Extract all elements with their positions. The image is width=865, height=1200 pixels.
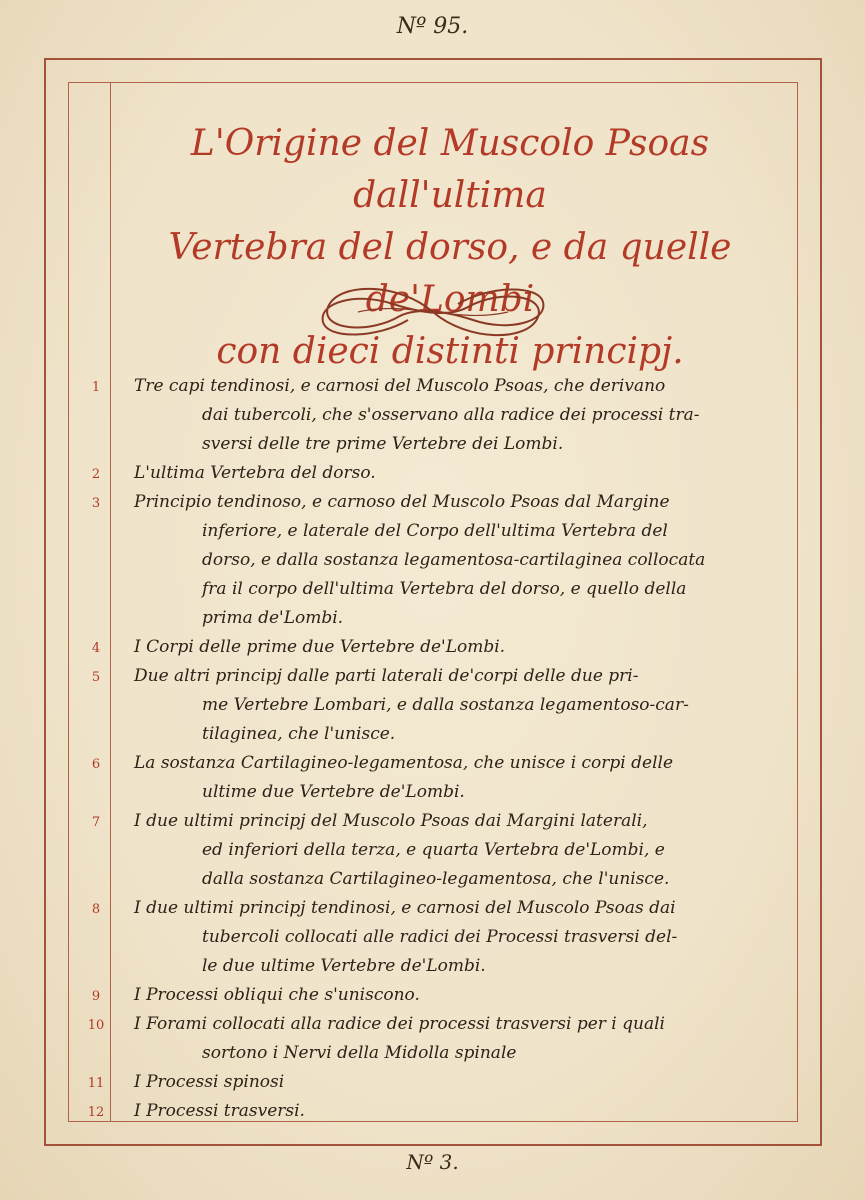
plate-number: Nº 95. (396, 14, 469, 39)
list-item (84, 894, 784, 981)
list-item (84, 1097, 784, 1126)
item-text: Tre capi tendinosi, e carnosi del Muscolo Psoas, che derivano (134, 376, 666, 396)
item-text: ed inferiori della terza, e quarta Vertebra de'Lombi, e (202, 840, 665, 860)
item-text: I due ultimi principj del Muscolo Psoas dai Margini laterali, (134, 811, 648, 831)
item-number: 10 (87, 1018, 105, 1033)
list-item (84, 981, 784, 1010)
list-item (84, 633, 784, 662)
list-item (84, 459, 784, 488)
item-text: tubercoli collocati alle radici dei Processi trasversi del- (202, 927, 678, 947)
calligraphic-flourish-icon (298, 272, 568, 352)
page-number: Nº 3. (406, 1150, 459, 1174)
item-text: fra il corpo dell'ultima Vertebra del dorso, e quello della (202, 579, 687, 599)
item-text: I due ultimi principj tendinosi, e carnosi del Muscolo Psoas dai (134, 898, 676, 918)
item-text: me Vertebre Lombari, e dalla sostanza legamentoso-car- (202, 695, 689, 715)
item-text: dalla sostanza Cartilagineo-legamentosa, che l'unisce. (202, 869, 670, 889)
item-number: 9 (91, 989, 101, 1004)
item-text: sortono i Nervi della Midolla spinale (202, 1043, 517, 1063)
legend-list (84, 372, 784, 1126)
list-item (84, 372, 784, 459)
item-number: 1 (91, 380, 101, 395)
list-item (84, 1068, 784, 1097)
item-number: 7 (91, 815, 101, 830)
item-number: 2 (91, 467, 101, 482)
item-text: dai tubercoli, che s'osservano alla radice dei processi tra- (202, 405, 700, 425)
item-text: dorso, e dalla sostanza legamentosa-cartilaginea collocata (202, 550, 706, 570)
item-number: 8 (91, 902, 101, 917)
item-number: 11 (87, 1076, 105, 1091)
list-item (84, 1010, 784, 1068)
list-item (84, 807, 784, 894)
title-line: Vertebra del dorso, e da quelle de'Lombi (168, 227, 732, 320)
item-text: sversi delle tre prime Vertebre dei Lombi. (202, 434, 564, 454)
item-text: I Forami collocati alla radice dei processi trasversi per i quali (134, 1014, 665, 1034)
item-text: La sostanza Cartilagineo-legamentosa, che unisce i corpi delle (134, 753, 674, 773)
title-line: con dieci distinti principj. (216, 331, 684, 372)
item-text: inferiore, e laterale del Corpo dell'ultima Vertebra del (202, 521, 668, 541)
item-number: 3 (91, 496, 101, 511)
item-text: I Processi obliqui che s'uniscono. (134, 985, 420, 1005)
item-text: Due altri principj dalle parti laterali de'corpi delle due pri- (134, 666, 639, 686)
item-text: Principio tendinoso, e carnoso del Muscolo Psoas dal Margine (134, 492, 670, 512)
item-text: L'ultima Vertebra del dorso. (134, 463, 376, 483)
item-text: tilaginea, che l'unisce. (202, 724, 396, 744)
item-text: ultime due Vertebre de'Lombi. (202, 782, 465, 802)
item-number: 4 (91, 641, 101, 656)
item-number: 5 (91, 670, 101, 685)
item-text: le due ultime Vertebre de'Lombi. (202, 956, 486, 976)
item-text: I Corpi delle prime due Vertebre de'Lombi. (134, 637, 506, 657)
list-item (84, 488, 784, 633)
item-text: I Processi trasversi. (134, 1101, 305, 1121)
item-text: I Processi spinosi (134, 1072, 285, 1092)
item-number: 6 (91, 757, 101, 772)
item-number: 12 (87, 1105, 105, 1120)
title-line: L'Origine del Muscolo Psoas dall'ultima (190, 123, 710, 216)
list-item (84, 662, 784, 749)
item-text: prima de'Lombi. (202, 608, 344, 628)
list-item (84, 749, 784, 807)
